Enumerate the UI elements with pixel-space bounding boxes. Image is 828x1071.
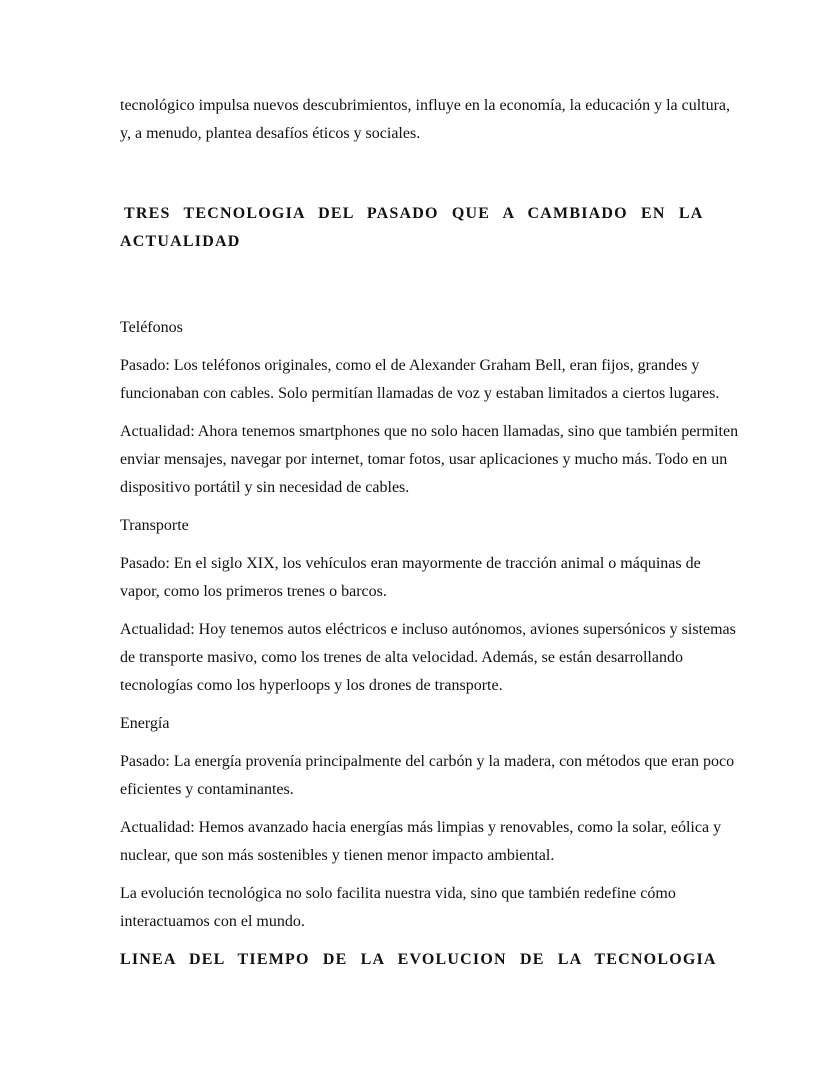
paragraph-energia-actualidad: Actualidad: Hemos avanzado hacia energías más limpias y renovables, como la solar, eólica y nuclear, que son más sostenibles y tienen menor impacto ambiental. <box>120 819 722 864</box>
paragraph-transporte-actualidad: Actualidad: Hoy tenemos autos eléctricos e incluso autónomos, aviones supersónicos y sistemas de transporte masivo, como los trenes de alta velocidad. Además, se están desarrollando tecnologías como los hyperloops y los drones de transporte. <box>120 621 736 694</box>
paragraph-energia-pasado: Pasado: La energía provenía principalmente del carbón y la madera, con métodos que eran poco eficientes y contaminantes. <box>120 753 735 798</box>
timeline-heading: LINEA DEL TIEMPO DE LA EVOLUCION DE LA TECNOLOGIA <box>120 951 717 968</box>
conclusion-paragraph: La evolución tecnológica no solo facilita nuestra vida, sino que también redefine cómo interactuamos con el mundo. <box>120 885 676 930</box>
document-page <box>120 92 740 974</box>
subtitle-energia: Energía <box>120 715 170 732</box>
paragraph-transporte-pasado: Pasado: En el siglo XIX, los vehículos eran mayormente de tracción animal o máquinas de vapor, como los primeros trenes o barcos. <box>120 555 701 600</box>
subtitle-transporte: Transporte <box>120 517 189 534</box>
section-heading: TRES TECNOLOGIA DEL PASADO QUE A CAMBIADO EN LA ACTUALIDAD <box>120 205 703 250</box>
intro-paragraph: tecnológico impulsa nuevos descubrimientos, influye en la economía, la educación y la cultura, y, a menudo, plantea desafíos éticos y sociales. <box>120 97 731 142</box>
paragraph-telefonos-pasado: Pasado: Los teléfonos originales, como el de Alexander Graham Bell, eran fijos, grandes y funcionaban con cables. Solo permitían llamadas de voz y estaban limitados a ciertos lugares. <box>120 357 720 402</box>
paragraph-telefonos-actualidad: Actualidad: Ahora tenemos smartphones que no solo hacen llamadas, sino que también permiten enviar mensajes, navegar por internet, tomar fotos, usar aplicaciones y mucho más. Todo en un dispositivo portátil y sin necesidad de cables. <box>120 423 739 496</box>
subtitle-telefonos: Teléfonos <box>120 319 183 336</box>
